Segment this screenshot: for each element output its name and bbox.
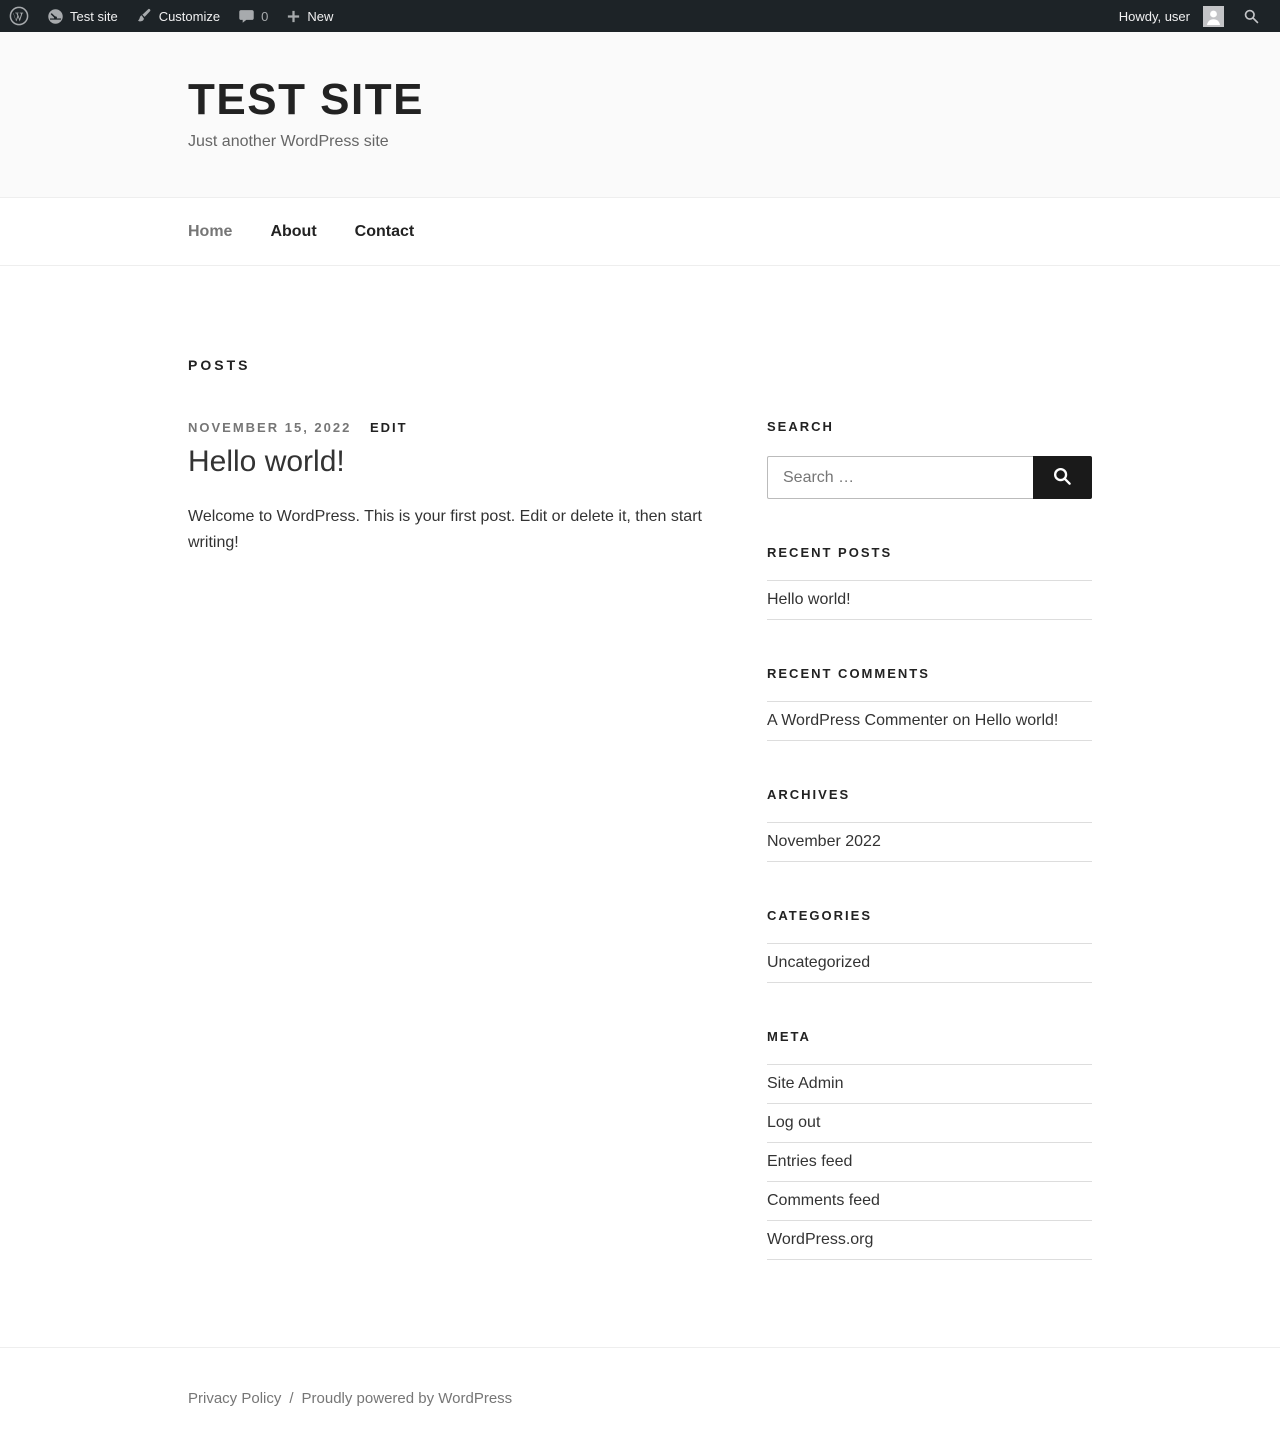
list-item: [767, 823, 1092, 862]
list-item: [767, 944, 1092, 983]
avatar: [1203, 6, 1224, 27]
categories-widget: [767, 908, 1092, 983]
list-item: [767, 1104, 1092, 1143]
privacy-policy-link[interactable]: Privacy Policy: [188, 1390, 282, 1407]
dashboard-gauge-icon: [47, 8, 64, 25]
list-item: [767, 702, 1092, 741]
site-footer: [0, 1347, 1280, 1444]
site-tagline: Just another WordPress site: [188, 133, 389, 151]
list-item: [767, 1143, 1092, 1182]
sidebar: [767, 357, 1092, 1306]
site-header: [0, 32, 1280, 198]
post-meta: [188, 420, 712, 435]
comment-connector: on: [948, 712, 975, 729]
comment-bubble-icon: [238, 8, 255, 25]
recent-posts-title: RECENT POSTS: [767, 545, 893, 560]
list-item: [767, 581, 1092, 620]
search-icon: [1243, 8, 1260, 25]
wordpress-logo-icon: [9, 6, 29, 26]
meta-site-admin-link[interactable]: Site Admin: [767, 1075, 844, 1092]
meta-entries-feed-link[interactable]: Entries feed: [767, 1153, 853, 1170]
meta-wordpress-org-link[interactable]: WordPress.org: [767, 1231, 874, 1248]
adminbar-site-menu[interactable]: [38, 0, 127, 32]
meta-widget: [767, 1029, 1092, 1260]
post-title-link[interactable]: Hello world!: [188, 445, 345, 478]
paintbrush-icon: [136, 8, 153, 25]
category-link[interactable]: Uncategorized: [767, 954, 871, 971]
wordpress-logo-menu[interactable]: [0, 0, 38, 32]
search-widget: [767, 419, 1092, 499]
comment-post-link[interactable]: Hello world!: [974, 712, 1059, 729]
search-input[interactable]: [767, 456, 1033, 499]
comment-author-link[interactable]: A WordPress Commenter: [767, 712, 949, 729]
nav-item-contact[interactable]: [336, 198, 434, 265]
meta-log-out-link[interactable]: Log out: [767, 1114, 821, 1131]
recent-posts-widget: [767, 545, 1092, 620]
nav-item-home[interactable]: [188, 198, 251, 265]
nav-item-about[interactable]: [251, 198, 335, 265]
footer-separator: /: [289, 1390, 294, 1407]
posts-column: [188, 357, 712, 556]
archives-title: ARCHIVES: [767, 787, 851, 802]
adminbar-search-button[interactable]: [1233, 0, 1270, 32]
post-body: Welcome to WordPress. This is your first post. Edit or delete it, then start writing!: [188, 508, 702, 551]
recent-comments-widget: [767, 666, 1092, 741]
categories-title: CATEGORIES: [767, 908, 872, 923]
list-item: [767, 1065, 1092, 1104]
adminbar-account-menu[interactable]: [1110, 0, 1233, 32]
powered-by-link[interactable]: Proudly powered by WordPress: [301, 1390, 513, 1407]
wp-admin-bar: [0, 0, 1280, 32]
archive-link[interactable]: November 2022: [767, 833, 881, 850]
adminbar-customize-label: Customize: [158, 8, 221, 24]
adminbar-new-label: New: [307, 8, 334, 24]
list-item: [767, 1182, 1092, 1221]
adminbar-comment-count: 0: [261, 8, 269, 24]
meta-title: META: [767, 1029, 811, 1044]
nav-link-home[interactable]: Home: [188, 222, 233, 240]
adminbar-new[interactable]: [277, 0, 342, 32]
post-hello-world: [188, 420, 712, 556]
page-title: POSTS: [188, 357, 251, 373]
meta-comments-feed-link[interactable]: Comments feed: [767, 1192, 880, 1209]
adminbar-comments[interactable]: [229, 0, 277, 32]
archives-widget: [767, 787, 1092, 862]
search-icon: [1052, 466, 1073, 490]
plus-icon: [286, 9, 301, 24]
post-date-link[interactable]: NOVEMBER 15, 2022: [188, 420, 352, 435]
recent-comments-title: RECENT COMMENTS: [767, 666, 930, 681]
main-navigation: [0, 198, 1280, 266]
adminbar-customize[interactable]: [127, 0, 229, 32]
site-title[interactable]: TEST SITE: [188, 75, 424, 124]
adminbar-site-name: Test site: [70, 8, 118, 24]
nav-link-contact[interactable]: Contact: [354, 222, 415, 240]
recent-post-link[interactable]: Hello world!: [767, 591, 851, 608]
list-item: [767, 1221, 1092, 1260]
adminbar-howdy-text: Howdy, user: [1118, 8, 1190, 24]
post-edit-link[interactable]: EDIT: [369, 420, 408, 435]
search-submit-button[interactable]: [1033, 456, 1092, 499]
site-content: [0, 266, 1280, 1347]
search-widget-title: SEARCH: [767, 419, 834, 434]
nav-link-about[interactable]: About: [270, 222, 317, 240]
search-form: [767, 456, 1092, 499]
